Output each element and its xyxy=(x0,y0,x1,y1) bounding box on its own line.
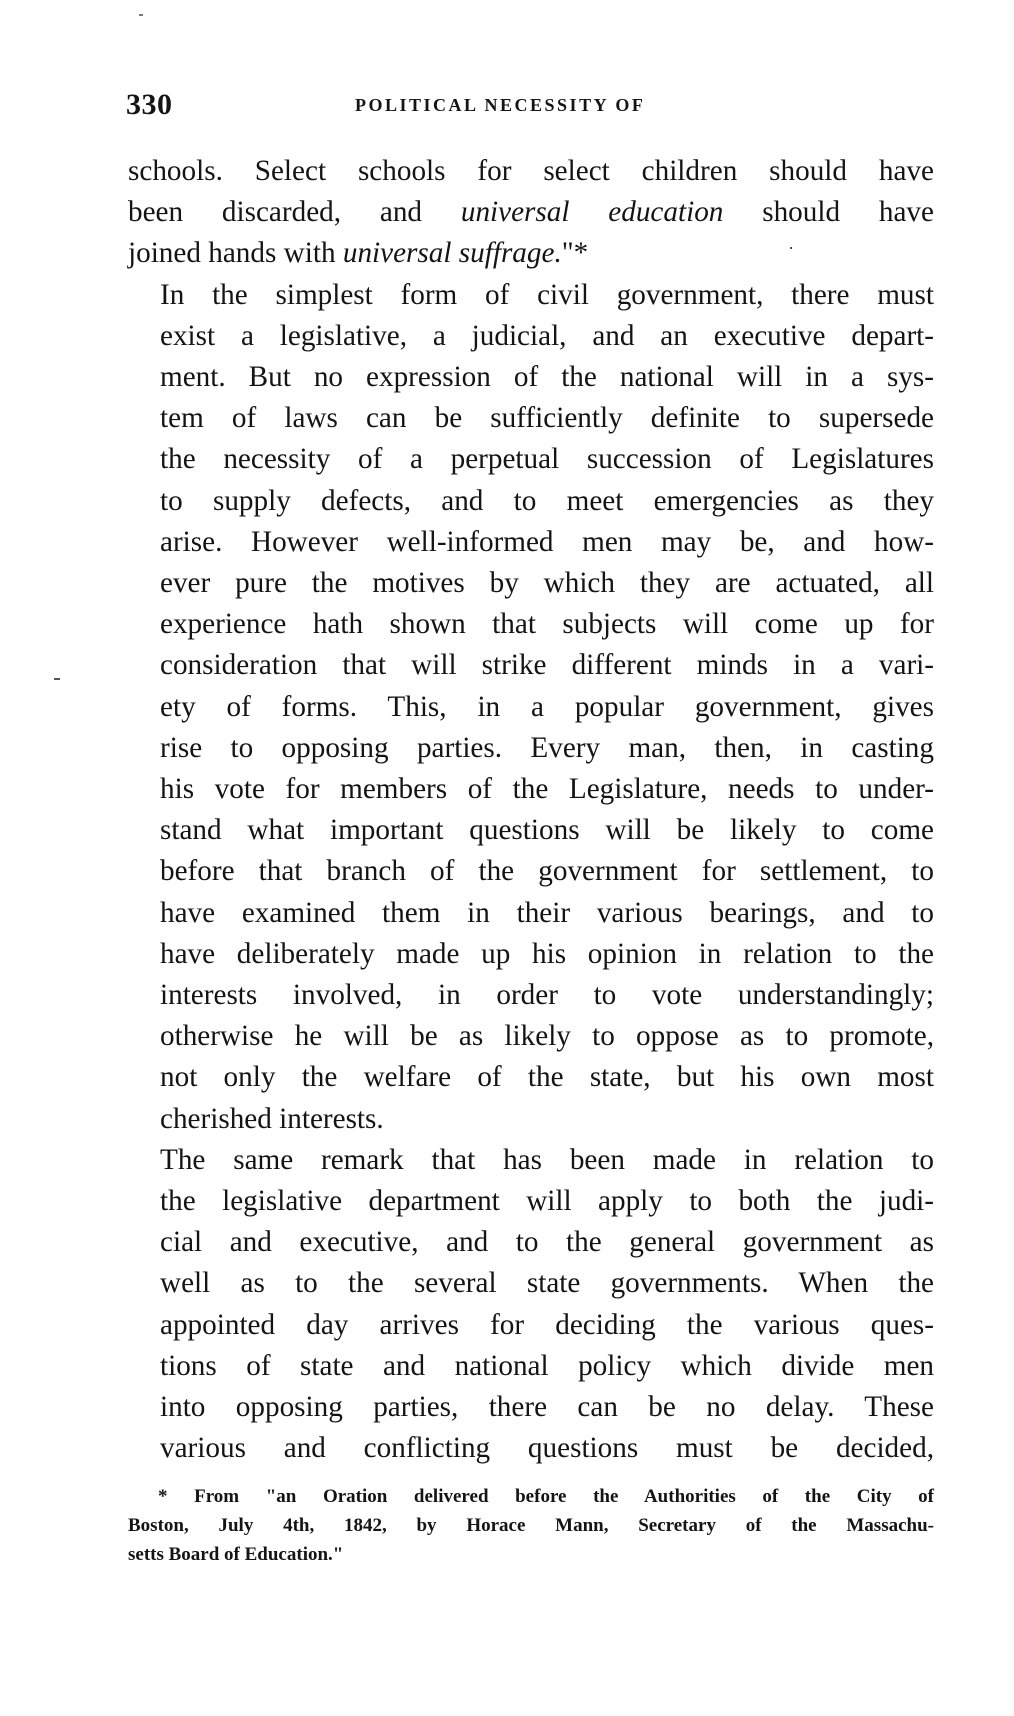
text-line: tions of state and national policy which divide men xyxy=(160,1349,934,1382)
text-line: various and conflicting questions must be decided, xyxy=(160,1432,934,1465)
text-line: his vote for members of the Legislature, needs to under- xyxy=(160,773,934,806)
text-line: have examined them in their various bearings, and to xyxy=(160,896,934,929)
text-line: cherished interests. xyxy=(160,1102,384,1135)
footnote xyxy=(128,1482,934,1569)
text-segment: been discarded, and xyxy=(128,196,423,229)
print-speck xyxy=(790,247,792,249)
running-head: POLITICAL NECESSITY OF xyxy=(355,95,646,115)
text-line: schools. Select schools for select children should have xyxy=(128,155,934,187)
text-line xyxy=(128,192,934,233)
text-segment: should have xyxy=(762,196,934,229)
text-line: before that branch of the government for settlement, to xyxy=(160,855,934,888)
paragraph xyxy=(128,1140,934,1470)
text-line: consideration that will strike different minds in a vari- xyxy=(160,649,934,682)
text-line: well as to the several state governments. When the xyxy=(160,1267,934,1300)
text-line: The same remark that has been made in relation to xyxy=(160,1143,934,1176)
text-line: ment. But no expression of the national will in a sys- xyxy=(160,361,934,394)
text-line: not only the welfare of the state, but his own most xyxy=(160,1061,934,1094)
text-line: In the simplest form of civil government, there must xyxy=(160,278,934,311)
text-line: ever pure the motives by which they are actuated, all xyxy=(160,567,934,600)
text-line: to supply defects, and to meet emergencies as they xyxy=(160,484,934,517)
page-number: 330 xyxy=(126,88,173,121)
text-line: into opposing parties, there can be no delay. These xyxy=(160,1391,934,1424)
text-line: ety of forms. This, in a popular government, gives xyxy=(160,690,934,723)
text-line: the necessity of a perpetual succession of Legislatures xyxy=(160,443,934,476)
margin-speck xyxy=(54,678,60,680)
text-line: rise to opposing parties. Every man, then, in casting xyxy=(160,731,934,764)
body-text xyxy=(128,151,934,1470)
italic-phrase: universal education xyxy=(460,196,724,229)
paragraph-continued xyxy=(128,151,934,275)
print-speck xyxy=(139,14,143,16)
text-segment: joined hands with xyxy=(128,237,336,270)
footnote-line: setts Board of Education." xyxy=(128,1544,344,1565)
text-line: interests involved, in order to vote understandingly; xyxy=(160,979,934,1012)
text-line: otherwise he will be as likely to oppose as to promote, xyxy=(160,1020,934,1053)
footnote-line: Boston, July 4th, 1842, by Horace Mann, Secretary of the Massachu- xyxy=(128,1515,934,1536)
footnote-line: * From "an Oration delivered before the Authorities of the City of xyxy=(158,1486,934,1507)
text-line: stand what important questions will be likely to come xyxy=(160,814,934,847)
text-line: have deliberately made up his opinion in relation to the xyxy=(160,937,934,970)
footnote-marker: "* xyxy=(561,237,589,270)
italic-phrase: universal suffrage. xyxy=(342,237,562,270)
text-line: appointed day arrives for deciding the various ques- xyxy=(160,1308,934,1341)
text-line: exist a legislative, a judicial, and an executive depart- xyxy=(160,319,934,352)
text-line: arise. However well-informed men may be, and how- xyxy=(160,525,934,558)
page-header xyxy=(126,88,936,128)
paragraph xyxy=(128,275,934,1140)
text-line: cial and executive, and to the general government as xyxy=(160,1226,934,1259)
text-line: experience hath shown that subjects will come up for xyxy=(160,608,934,641)
text-line xyxy=(128,233,934,274)
text-line: tem of laws can be sufficiently definite to supersede xyxy=(160,402,934,435)
text-line: the legislative department will apply to both the judi- xyxy=(160,1185,934,1218)
